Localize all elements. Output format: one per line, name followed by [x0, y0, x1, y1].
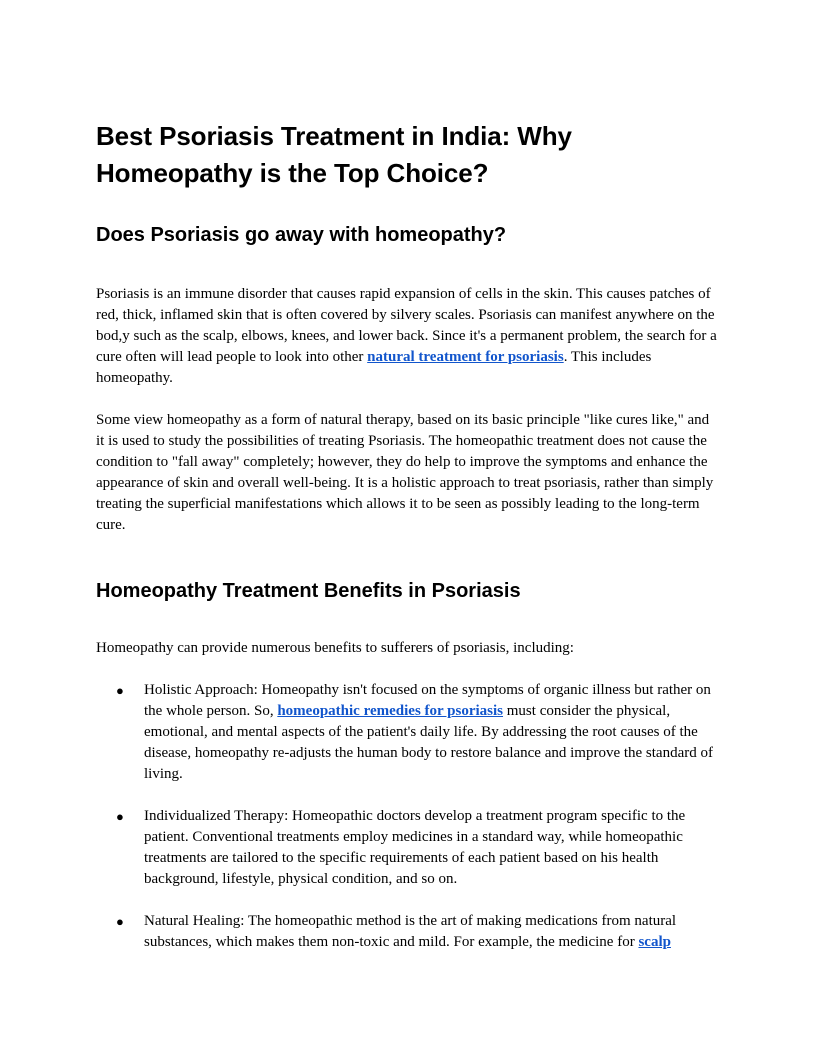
paragraph-text: Psoriasis is an immune disorder that causes rapid expansion of cells in the skin. This causes patches of red, thick, inflamed skin that is often covered by silvery scales. Psoriasis can manifest anywhere on the bod,y such as the scalp, elbows, knees, and lower back. Since it's a permanent problem, the search for a cure often will lead people to look into other	[96, 286, 717, 365]
bullet-icon: ●	[116, 683, 124, 698]
natural-treatment-link[interactable]: natural treatment for psoriasis	[367, 349, 564, 365]
bullet-icon: ●	[116, 914, 124, 929]
paragraph-text: . This includes homeopathy.	[96, 349, 652, 386]
list-item-text: must consider the physical, emotional, and mental aspects of the patient's daily life. By addressing the root causes of the disease, homeopathy re-adjusts the human body to restore balance and improve the standard of living.	[144, 703, 713, 782]
paragraph-psoriasis-intro	[96, 284, 720, 389]
section-heading-psoriasis-homeopathy: Does Psoriasis go away with homeopathy?	[96, 224, 507, 246]
list-item-text: Natural Healing: The homeopathic method is the art of making medications from natural substances, which makes them non-toxic and mild. For example, the medicine for	[144, 913, 677, 950]
benefits-list	[96, 680, 720, 953]
page-title: Best Psoriasis Treatment in India: Why Homeopathy is the Top Choice?	[96, 121, 572, 188]
list-item	[96, 680, 720, 785]
list-item	[96, 806, 720, 890]
document-body	[96, 118, 720, 974]
paragraph-benefits-intro: Homeopathy can provide numerous benefits to sufferers of psoriasis, including:	[96, 640, 574, 656]
homeopathic-remedies-link[interactable]: homeopathic remedies for psoriasis	[277, 703, 504, 719]
list-item-text: Individualized Therapy: Homeopathic doctors develop a treatment program specific to the patient. Conventional treatments employ medicines in a standard way, while homeopathic treatments are tailored to the specific requirements of each patient based on his health background, lifestyle, physical condition, and so on.	[144, 808, 686, 887]
paragraph-homeopathy-view: Some view homeopathy as a form of natural therapy, based on its basic principle "like cures like," and it is used to study the possibilities of treating Psoriasis. The homeopathic treatment does not cause the condition to "fall away" completely; however, they do help to improve the symptoms and enhance the appearance of skin and overall well-being. It is a holistic approach to treat psoriasis, rather than simply treating the superficial manifestations which allows it to be seen as possibly leading to the long-term cure.	[96, 412, 714, 533]
section-heading-benefits: Homeopathy Treatment Benefits in Psoriasis	[96, 580, 521, 602]
list-item-text: Holistic Approach: Homeopathy isn't focused on the symptoms of organic illness but rather on the whole person. So,	[144, 682, 711, 719]
list-item	[96, 911, 720, 953]
bullet-icon: ●	[116, 809, 124, 824]
scalp-link[interactable]: scalp	[638, 934, 671, 950]
